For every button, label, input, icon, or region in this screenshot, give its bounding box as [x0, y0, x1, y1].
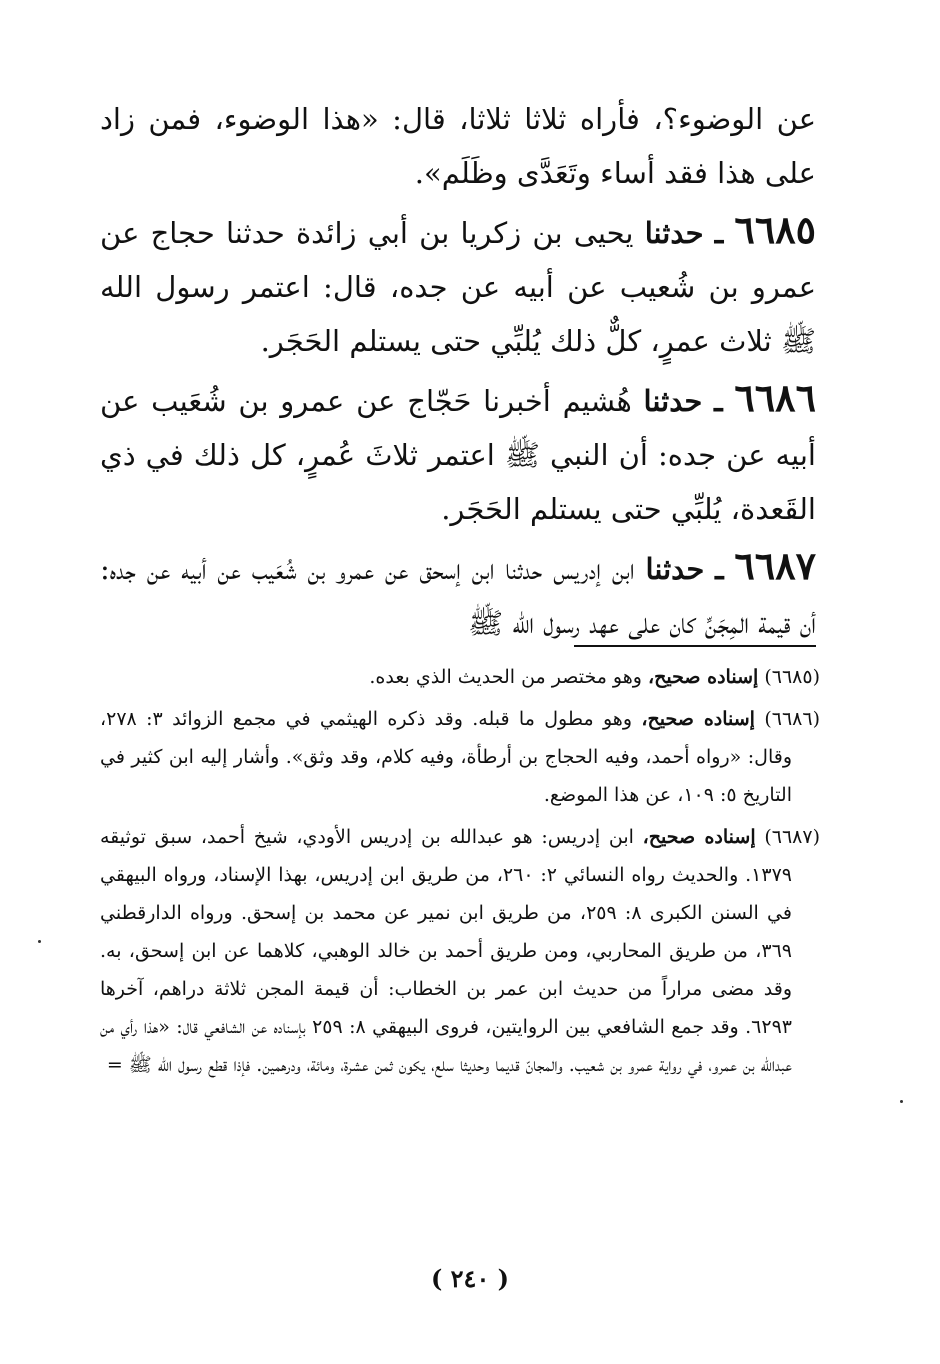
- footnote-grading: إسناده صحيح،: [641, 708, 755, 730]
- hadith-6686: [100, 371, 816, 536]
- main-text: [100, 92, 816, 650]
- footnote-ref: (٦٦٨٦): [764, 708, 820, 730]
- footnote-6685: [100, 658, 820, 696]
- footnote-text: ابن إدريس: هو عبدالله بن إدريس الأودي، شيخ أحمد، سبق توثيقه ١٣٧٩. والحديث رواه النسائي ٢: ٢٦٠، من طريق ابن إدريس، بهذا الإسناد، ورواه البيهقي في السنن الكبرى ٨: ٢٥٩، من طريق ابن نمير عن محمد بن إسحق. ورواه الدارقطني ٣٦٩، من طريق المحاربي، ومن طريق أحمد بن خالد الوهبي، كلاهما عن ابن إسحق، به. وقد مضى مراراً من حديث ابن عمر بن الخطاب: أن قيمة المجن ثلاثة دراهم، آخرها ٦٢٩٣. وقد جمع الشافعي بين الروايتين، فروى البيهقي ٨: ٢٥٩ بإسناده عن الشافعي قال: «هذا رأي من عبدالله بن عمرو، في رواية عمرو بن شعيب. والمجانّ قديما وحديثا سلع، يكون ثمن عشرة، ومائة، ودرهمين. فإذا قطع رسول الله ﷺ =: [100, 826, 792, 1076]
- footnote-6686: [100, 700, 820, 814]
- page-number: ( ٢٤٠ ): [430, 1264, 510, 1293]
- hadith-dash: ـ: [714, 384, 723, 418]
- hadith-number: ٦٦٨٧: [734, 543, 817, 588]
- footnotes: [100, 658, 820, 1088]
- footnote-ref: (٦٦٨٥): [764, 666, 820, 688]
- hadith-text: يحيى بن زكريا بن أبي زائدة حدثنا حجاج عن عمرو بن شُعيب عن أبيه عن جده، قال: اعتمر رسول الله ﷺ ثلاث عمرٍ، كلٌّ ذلك يُلبِّي حتى يستلم الحَجَر.: [100, 216, 816, 358]
- hadith-6687: [100, 539, 816, 650]
- hadith-keyword: حدثنا: [643, 384, 703, 418]
- hadith-dash: ـ: [714, 216, 724, 250]
- footnote-6687: [100, 818, 820, 1084]
- hadith-text: هُشيم أخبرنا حَجّاج عن عمرو بن شُعَيب عن أبيه عن جده: أن النبي ﷺ اعتمر ثلاثَ عُمرٍ، كل ذلك في ذي القَعدة، يُلبِّي حتى يستلم الحَجَر.: [100, 384, 816, 526]
- hadith-6685: [100, 203, 816, 368]
- footnote-grading: إسناده صحيح،: [648, 666, 759, 688]
- scan-speck: [38, 940, 41, 943]
- footnote-text: وهو مختصر من الحديث الذي بعده.: [369, 666, 642, 688]
- opening-paragraph: عن الوضوء؟، فأراه ثلاثا ثلاثا، قال: «هذا الوضوء، فمن زاد على هذا فقد أساء وتَعَدَّى وظَلَم».: [100, 102, 816, 190]
- scan-speck: [900, 1100, 903, 1103]
- hadith-number: ٦٦٨٥: [734, 207, 817, 252]
- hadith-dash: ـ: [715, 552, 724, 586]
- hadith-number: ٦٦٨٦: [734, 375, 816, 420]
- footnote-grading: إسناده صحيح،: [642, 826, 756, 848]
- hadith-text: ابن إدريس حدثنا ابن إسحق عن عمرو بن شُعَيب عن أبيه عن جده: أن قيمة المِجَنِّ كان على عهد رسول الله ﷺ: [100, 552, 816, 640]
- footnote-text: وهو مطول ما قبله. وقد ذكره الهيثمي في مجمع الزوائد ٣: ٢٧٨، وقال: «رواه أحمد، وفيه الحجاج بن أرطأة، وفيه كلام، وقد وثق». وأشار إليه ابن كثير في التاريخ ٥: ١٠٩، عن هذا الموضع.: [100, 708, 792, 806]
- hadith-keyword: حدثنا: [644, 216, 704, 250]
- footnote-ref: (٦٦٨٧): [764, 826, 821, 848]
- footnote-separator: [574, 645, 816, 647]
- hadith-keyword: حدثنا: [645, 552, 705, 586]
